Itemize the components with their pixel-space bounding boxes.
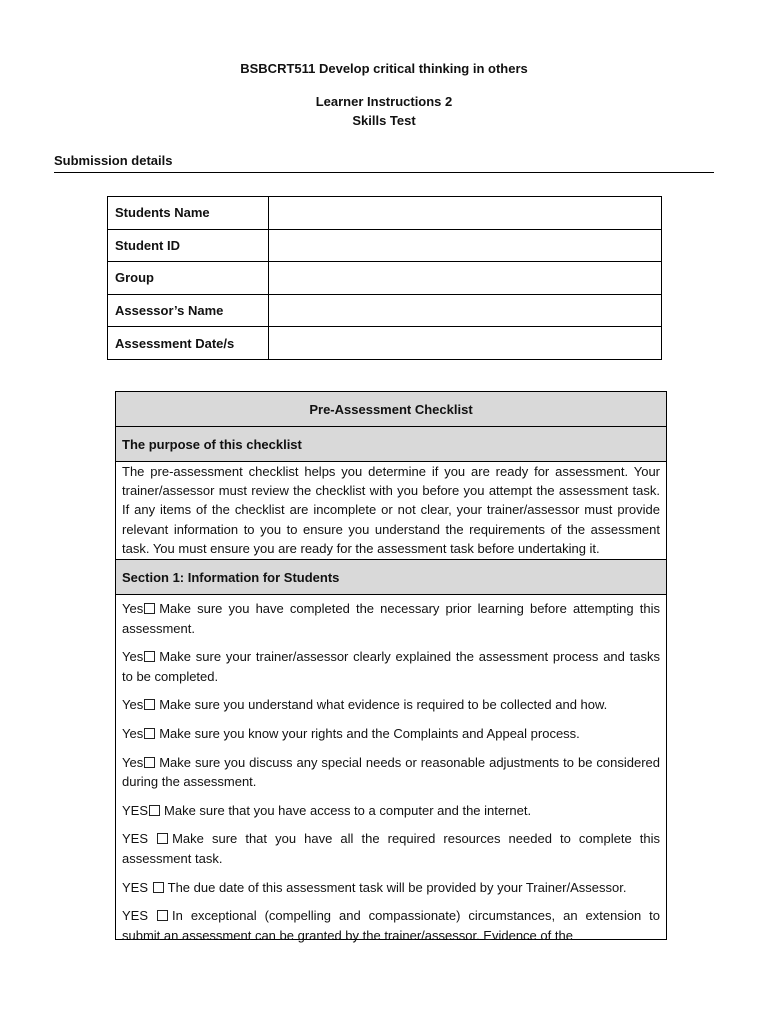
- item-prefix: Yes: [122, 754, 144, 770]
- item-text: Make sure you know your rights and the Complaints and Appeal process.: [159, 725, 580, 741]
- checklist-item: [122, 724, 660, 744]
- skills-test-title: Skills Test: [352, 113, 416, 128]
- group-field[interactable]: [269, 262, 662, 295]
- checklist-item: [122, 801, 660, 821]
- students-name-field[interactable]: [269, 197, 662, 230]
- item-prefix: Yes: [122, 697, 144, 713]
- item-prefix: YES: [122, 831, 149, 847]
- item-prefix: Yes: [122, 649, 144, 665]
- checklist-items: [122, 599, 660, 943]
- table-row: [108, 197, 662, 230]
- item-prefix: Yes: [122, 725, 144, 741]
- submission-details-table: [107, 196, 662, 360]
- group-label: Group: [108, 262, 269, 295]
- assessment-dates-label: Assessment Date/s: [108, 327, 269, 360]
- checkbox-icon[interactable]: [149, 805, 160, 816]
- pre-assessment-checklist-table: [115, 391, 667, 943]
- checkbox-icon[interactable]: [144, 603, 155, 614]
- submission-details-heading: Submission details: [54, 152, 714, 173]
- purpose-text: The pre-assessment checklist helps you determine if you are ready for assessment. Your trainer/assessor must review the checklist with you before you attempt the assessment task. If any items of the checklist are incomplete or not clear, your trainer/assessor must provide relevant information to you to ensure you understand the requirements of the assessment task. You must ensure you are ready for the assessment task before undertaking it.: [116, 462, 667, 560]
- document-title: BSBCRT511 Develop critical thinking in others: [240, 61, 528, 76]
- table-row: [108, 229, 662, 262]
- checkbox-icon[interactable]: [144, 728, 155, 739]
- table-row: [108, 294, 662, 327]
- checkbox-icon[interactable]: [144, 699, 155, 710]
- purpose-heading: The purpose of this checklist: [116, 427, 667, 462]
- table-row: [108, 327, 662, 360]
- section1-items-cell: [116, 595, 667, 943]
- item-prefix: YES: [122, 802, 149, 818]
- item-text: In exceptional (compelling and compassionate) circumstances, an extension to submit an assessment can be granted by the trainer/assessor. Evidence of the: [122, 908, 660, 943]
- item-text: Make sure you understand what evidence is required to be collected and how.: [159, 697, 608, 713]
- checklist-item: [122, 829, 660, 868]
- checklist-item: [122, 878, 660, 898]
- student-id-label: Student ID: [108, 229, 269, 262]
- item-text: Make sure you discuss any special needs or reasonable adjustments to be considered during the assessment.: [122, 754, 660, 790]
- checklist-title: Pre-Assessment Checklist: [116, 392, 667, 427]
- student-id-field[interactable]: [269, 229, 662, 262]
- checklist-item: [122, 753, 660, 792]
- checklist-item: [122, 599, 660, 638]
- checkbox-icon[interactable]: [157, 833, 168, 844]
- assessors-name-label: Assessor’s Name: [108, 294, 269, 327]
- assessors-name-field[interactable]: [269, 294, 662, 327]
- checkbox-icon[interactable]: [157, 910, 168, 921]
- checkbox-icon[interactable]: [153, 882, 164, 893]
- item-text: Make sure you have completed the necessary prior learning before attempting this assessment.: [122, 601, 660, 636]
- checklist-item: [122, 647, 660, 686]
- checkbox-icon[interactable]: [144, 651, 155, 662]
- item-text: Make sure your trainer/assessor clearly explained the assessment process and tasks to be completed.: [122, 649, 660, 684]
- table-row: [108, 262, 662, 295]
- instructions-title: Learner Instructions 2: [315, 94, 453, 109]
- checklist-item: [122, 906, 660, 945]
- item-prefix: YES: [122, 908, 149, 924]
- checklist-item: [122, 695, 660, 715]
- item-prefix: Yes: [122, 601, 144, 617]
- item-text: The due date of this assessment task will be provided by your Trainer/Assessor.: [167, 879, 627, 895]
- item-prefix: YES: [122, 879, 149, 895]
- students-name-label: Students Name: [108, 197, 269, 230]
- item-text: Make sure that you have all the required resources needed to complete this assessment task.: [122, 831, 660, 866]
- checkbox-icon[interactable]: [144, 757, 155, 768]
- item-text: Make sure that you have access to a computer and the internet.: [164, 802, 532, 818]
- section1-heading: Section 1: Information for Students: [116, 560, 667, 595]
- assessment-dates-field[interactable]: [269, 327, 662, 360]
